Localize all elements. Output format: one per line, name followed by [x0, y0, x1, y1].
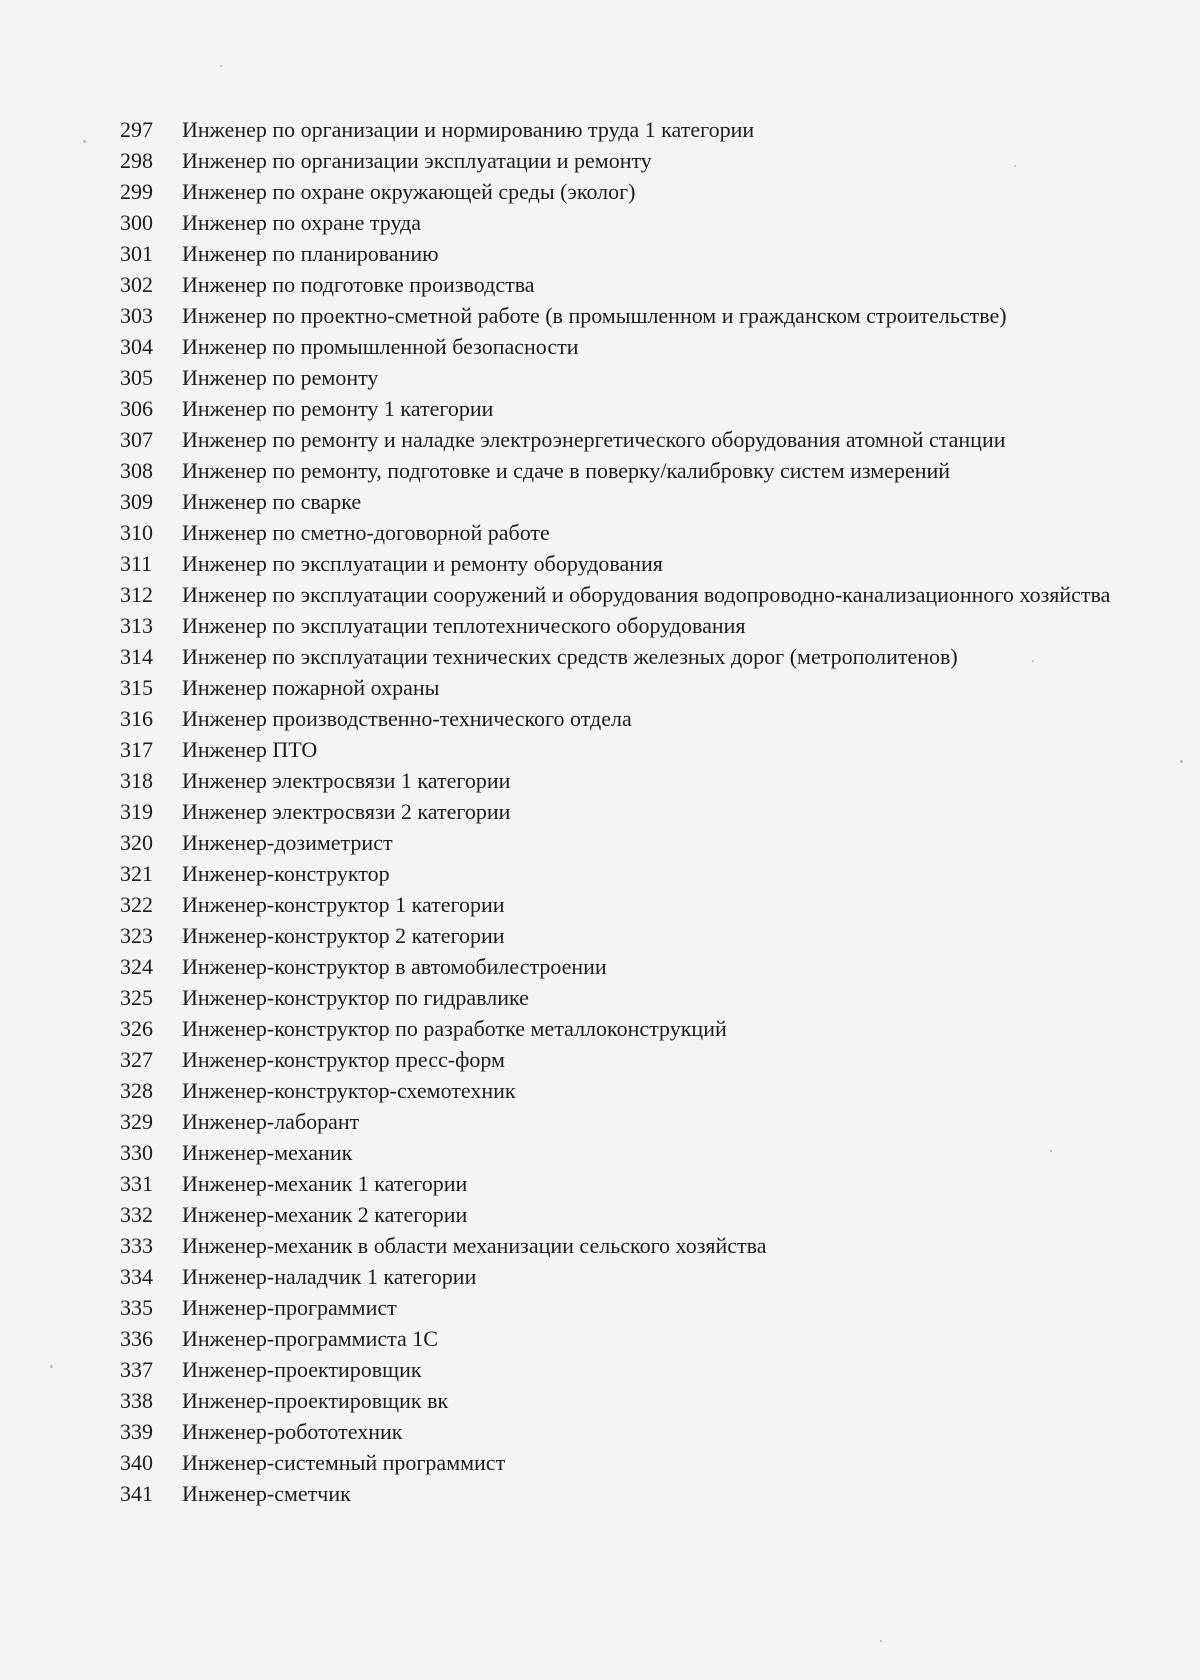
entry-number: 329	[120, 1109, 153, 1134]
entry-title: Инженер-дозиметрист	[182, 830, 393, 855]
entry-number: 339	[120, 1419, 153, 1444]
entry-title: Инженер по ремонту, подготовке и сдаче в поверку/калибровку систем измерений	[182, 458, 951, 483]
entry-title: Инженер-механик	[182, 1140, 353, 1165]
list-item	[120, 488, 1130, 515]
entry-title: Инженер-системный программист	[182, 1450, 506, 1475]
entry-title: Инженер-проектировщик	[182, 1357, 422, 1382]
entry-title: Инженер по организации и нормированию труда 1 категории	[182, 117, 755, 142]
entry-title: Инженер-конструктор 2 категории	[182, 923, 505, 948]
list-item	[120, 271, 1130, 298]
entry-number: 324	[120, 954, 153, 979]
entry-title: Инженер-механик 2 категории	[182, 1202, 468, 1227]
list-item	[120, 1015, 1130, 1042]
entry-number: 322	[120, 892, 153, 917]
list-item	[120, 674, 1130, 701]
entry-title: Инженер-конструктор по разработке металлоконструкций	[182, 1016, 727, 1041]
entry-title: Инженер-наладчик 1 категории	[182, 1264, 477, 1289]
list-item	[120, 984, 1130, 1011]
list-item	[120, 209, 1130, 236]
entry-number: 319	[120, 799, 153, 824]
entry-number: 313	[120, 613, 153, 638]
entry-title: Инженер-робототехник	[182, 1419, 403, 1444]
entry-title: Инженер электросвязи 2 категории	[182, 799, 511, 824]
entry-number: 333	[120, 1233, 153, 1258]
entry-title: Инженер-механик в области механизации сельского хозяйства	[182, 1233, 767, 1258]
entry-number: 338	[120, 1388, 153, 1413]
entry-number: 312	[120, 582, 153, 607]
entry-title: Инженер электросвязи 1 категории	[182, 768, 511, 793]
entry-number: 311	[120, 551, 153, 576]
list-item	[120, 457, 1130, 484]
entry-number: 331	[120, 1171, 153, 1196]
entry-number: 340	[120, 1450, 153, 1475]
list-item	[120, 922, 1130, 949]
entry-title: Инженер-конструктор по гидравлике	[182, 985, 529, 1010]
entry-number: 337	[120, 1357, 153, 1382]
entry-number: 297	[120, 117, 153, 142]
list-item	[120, 581, 1130, 608]
list-item	[120, 1046, 1130, 1073]
entry-number: 302	[120, 272, 153, 297]
list-item	[120, 1232, 1130, 1259]
list-item	[120, 1170, 1130, 1197]
entry-number: 300	[120, 210, 153, 235]
entry-number: 303	[120, 303, 153, 328]
scan-speck	[50, 1365, 53, 1368]
list-item	[120, 550, 1130, 577]
profession-list	[120, 116, 1130, 1511]
entry-title: Инженер по эксплуатации теплотехнического оборудования	[182, 613, 746, 638]
entry-title: Инженер по ремонту	[182, 365, 379, 390]
list-item	[120, 953, 1130, 980]
entry-number: 335	[120, 1295, 153, 1320]
list-item	[120, 1387, 1130, 1414]
entry-number: 304	[120, 334, 153, 359]
entry-title: Инженер-конструктор 1 категории	[182, 892, 505, 917]
entry-number: 307	[120, 427, 153, 452]
entry-title: Инженер по сметно-договорной работе	[182, 520, 550, 545]
list-item	[120, 1139, 1130, 1166]
entry-title: Инженер по охране окружающей среды (эколог)	[182, 179, 636, 204]
list-item	[120, 333, 1130, 360]
list-item	[120, 1356, 1130, 1383]
entry-number: 317	[120, 737, 153, 762]
list-item	[120, 705, 1130, 732]
scan-speck	[83, 140, 86, 143]
list-item	[120, 798, 1130, 825]
list-item	[120, 147, 1130, 174]
entry-number: 328	[120, 1078, 153, 1103]
list-item	[120, 1294, 1130, 1321]
entry-number: 326	[120, 1016, 153, 1041]
entry-title: Инженер-проектировщик вк	[182, 1388, 449, 1413]
entry-title: Инженер по эксплуатации сооружений и оборудования водопроводно-канализационного хозяйства	[182, 582, 1111, 607]
list-item	[120, 178, 1130, 205]
entry-number: 315	[120, 675, 153, 700]
entry-title: Инженер-программист	[182, 1295, 397, 1320]
list-item	[120, 116, 1130, 143]
entry-title: Инженер-лаборант	[182, 1109, 360, 1134]
list-item	[120, 891, 1130, 918]
entry-title: Инженер по эксплуатации технических средств железных дорог (метрополитенов)	[182, 644, 958, 669]
entry-title: Инженер ПТО	[182, 737, 318, 762]
list-item	[120, 860, 1130, 887]
entry-number: 323	[120, 923, 153, 948]
entry-number: 330	[120, 1140, 153, 1165]
entry-title: Инженер по эксплуатации и ремонту оборудования	[182, 551, 663, 576]
entry-title: Инженер-сметчик	[182, 1481, 351, 1506]
entry-number: 332	[120, 1202, 153, 1227]
scan-speck	[220, 65, 222, 67]
list-item	[120, 1077, 1130, 1104]
entry-number: 321	[120, 861, 153, 886]
list-item	[120, 426, 1130, 453]
entry-number: 310	[120, 520, 153, 545]
entry-title: Инженер по подготовке производства	[182, 272, 535, 297]
entry-number: 301	[120, 241, 153, 266]
scan-speck	[880, 1640, 882, 1642]
entry-title: Инженер-программиста 1С	[182, 1326, 438, 1351]
entry-number: 336	[120, 1326, 153, 1351]
entry-title: Инженер по проектно-сметной работе (в промышленном и гражданском строительстве)	[182, 303, 1007, 328]
entry-title: Инженер по охране труда	[182, 210, 422, 235]
entry-number: 308	[120, 458, 153, 483]
entry-title: Инженер по ремонту 1 категории	[182, 396, 494, 421]
entry-title: Инженер пожарной охраны	[182, 675, 440, 700]
list-item	[120, 643, 1130, 670]
entry-number: 314	[120, 644, 153, 669]
entry-number: 298	[120, 148, 153, 173]
list-item	[120, 519, 1130, 546]
entry-title: Инженер по организации эксплуатации и ремонту	[182, 148, 652, 173]
entry-number: 318	[120, 768, 153, 793]
list-item	[120, 1325, 1130, 1352]
entry-title: Инженер по промышленной безопасности	[182, 334, 579, 359]
list-item	[120, 240, 1130, 267]
entry-title: Инженер-конструктор	[182, 861, 390, 886]
list-item	[120, 1480, 1130, 1507]
entry-number: 341	[120, 1481, 153, 1506]
entry-number: 334	[120, 1264, 153, 1289]
entry-title: Инженер-механик 1 категории	[182, 1171, 468, 1196]
list-item	[120, 612, 1130, 639]
list-item	[120, 767, 1130, 794]
scan-speck	[1180, 760, 1183, 763]
list-item	[120, 364, 1130, 391]
entry-title: Инженер по планированию	[182, 241, 439, 266]
entry-number: 305	[120, 365, 153, 390]
entry-number: 327	[120, 1047, 153, 1072]
entry-number: 306	[120, 396, 153, 421]
list-item	[120, 395, 1130, 422]
entry-number: 299	[120, 179, 153, 204]
list-item	[120, 1418, 1130, 1445]
entry-title: Инженер производственно-технического отдела	[182, 706, 632, 731]
entry-title: Инженер-конструктор в автомобилестроении	[182, 954, 607, 979]
entry-title: Инженер-конструктор пресс-форм	[182, 1047, 505, 1072]
entry-title: Инженер по сварке	[182, 489, 362, 514]
list-item	[120, 1108, 1130, 1135]
list-item	[120, 1201, 1130, 1228]
list-item	[120, 302, 1130, 329]
entry-number: 320	[120, 830, 153, 855]
list-item	[120, 829, 1130, 856]
entry-number: 309	[120, 489, 153, 514]
list-item	[120, 736, 1130, 763]
entry-title: Инженер-конструктор-схемотехник	[182, 1078, 516, 1103]
list-item	[120, 1263, 1130, 1290]
entry-title: Инженер по ремонту и наладке электроэнергетического оборудования атомной станции	[182, 427, 1006, 452]
entry-number: 316	[120, 706, 153, 731]
list-item	[120, 1449, 1130, 1476]
entry-number: 325	[120, 985, 153, 1010]
